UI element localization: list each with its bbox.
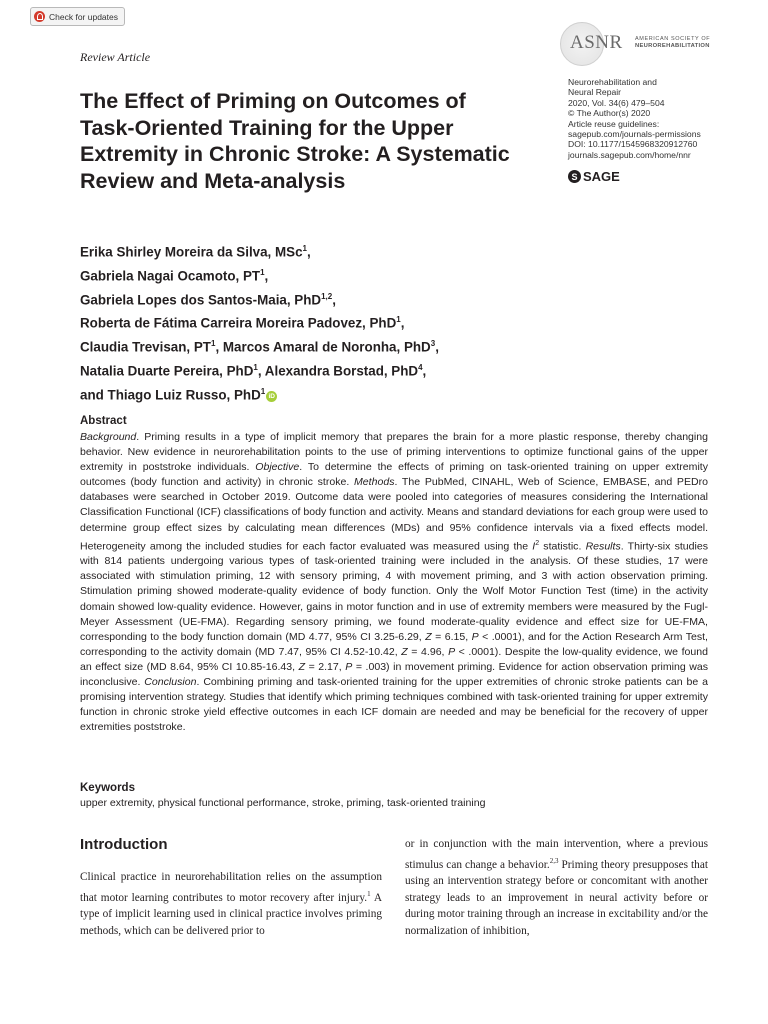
orcid-icon[interactable]: iD	[266, 391, 277, 402]
abstract-text: Background. Priming results in a type of implicit memory that prepares the brain for a more plastic response, thereby changing behavior. New evidence in neurorehabilitation points to the use of priming interventions to optimize functional gains of the upper extremity in poststroke individuals. Objective. To determine the effects of priming on task-oriented training on upper extremity outcomes (body function and activity) in chronic stroke. Methods. The PubMed, CINAHL, Web of Science, EMBASE, and PEDro databases were searched in October 2019. Outcome data were pooled into categories of measures considering the International Classification Functional (ICF) classifications of body function and activity. Means and standard deviations for each group were used to determine group effect sizes by calculating mean differences (MDs) and 95% confidence intervals via a fixed effects model. Heterogeneity among the included studies for each factor evaluated was measured using the $I^2$ statistic. Results. Thirty-six studies with 814 patients undergoing various types of task-oriented training were included in the analysis. Of these studies, 17 were associated with stimulation priming, 12 with sensory priming, 4 with movement priming, and 3 with action observation priming. Stimulation priming showed moderate-quality evidence of body function. Only the Wolf Motor Function Test (time) in the activity domain showed low-quality evidence. However, gains in motor function and in use of extremity members were measured by the Fugl-Meyer Assessment (UE-FMA). Regarding sensory priming, we found moderate-quality evidence and effect size for UE-FMA, corresponding to the body function domain (MD 4.77, 95% CI 3.25-6.29, Z = 6.15, P < .0001), and for the Action Research Arm Test, corresponding to the activity domain (MD 7.47, 95% CI 4.52-10.42, Z = 4.96, P < .0001). Despite the low-quality evidence, we found an effect size (MD 8.64, 95% CI 10.85-16.43, Z = 2.17, P = .003) in movement priming. Evidence for action observation priming was inconclusive. Conclusion. Combining priming and task-oriented training for the upper extremities of chronic stroke patients can be a promising intervention strategy. Studies that identify which priming techniques combined with task-oriented training for upper extremity function in chronic stroke yield effective outcomes in each ICF domain are needed and may be beneficial for the recovery of upper extremities poststroke.	[80, 431, 709, 734]
logo-line-2: NEUROREHABILITATION	[635, 43, 710, 49]
article-title: The Effect of Priming on Outcomes of Task-Oriented Training for the Upper Extremity in Chronic Stroke: A Systematic Review and Meta-analysis	[80, 89, 510, 193]
journal-permissions-link[interactable]: sagepub.com/journals-permissions	[568, 129, 701, 140]
author-line: Natalia Duarte Pereira, PhD$^1$, Alexandra Borstad, PhD$^4$,	[80, 362, 427, 379]
keywords-heading: Keywords	[80, 782, 135, 794]
keywords-text: upper extremity, physical functional performance, stroke, priming, task-oriented training	[80, 797, 486, 809]
sage-logo	[568, 169, 620, 184]
journal-info-line: Neural Repair	[568, 87, 622, 98]
abstract-heading: Abstract	[80, 415, 127, 427]
sage-label: SAGE	[583, 169, 620, 184]
sage-icon: S	[568, 170, 581, 183]
check-for-updates-label: Check for updates	[49, 11, 118, 22]
author-line: Erika Shirley Moreira da Silva, MSc$^1$,	[80, 244, 311, 260]
doi-link[interactable]: DOI: 10.1177/1545968320912760	[568, 139, 698, 150]
body-column-left: Clinical practice in neurorehabilitation relies on the assumption that motor learning contributes to motor recovery after injury.$^1$ A type of implicit learning used in clinical practice involves priming methods, which can be delivered prior to	[80, 871, 383, 937]
reference-link[interactable]: 2,3	[549, 856, 559, 865]
author-line: Gabriela Lopes dos Santos-Maia, PhD$^{1,2}$,	[80, 291, 336, 307]
logo-abbrev: ASNR	[570, 32, 623, 53]
author-list	[80, 239, 600, 405]
journal-info-line: Neurorehabilitation and	[568, 77, 657, 87]
journal-info	[568, 77, 738, 160]
reference-link[interactable]: 1	[367, 889, 371, 898]
introduction-heading: Introduction	[80, 836, 168, 853]
journal-home-link[interactable]: journals.sagepub.com/home/nnr	[568, 149, 691, 160]
check-for-updates-button[interactable]	[30, 7, 125, 26]
publisher-logo	[560, 22, 720, 68]
body-column-right: or in conjunction with the main intervention, where a previous stimulus can change a behavior.$^{2,3}$ Priming theory presupposes that using an intervention strategy before or concomitant with another strategy leads to an improvement in neural activity before or during motor training through an increase in excitability and/or the normalization of inhibition,	[405, 838, 708, 937]
author-line: Claudia Trevisan, $PT^1$, Marcos Amaral de Noronha, PhD$^3$,	[80, 339, 439, 355]
author-line: and Thiago Luiz Russo, PhD$^1$iD	[80, 382, 600, 406]
journal-info-line: Article reuse guidelines:	[568, 118, 660, 129]
author-line: Gabriela Nagai Ocamoto, $PT^1$,	[80, 267, 269, 284]
journal-info-line: © The Author(s) 2020	[568, 108, 651, 119]
article-type: Review Article	[80, 50, 151, 64]
update-icon	[34, 11, 45, 22]
logo-line-1: AMERICAN SOCIETY OF	[635, 36, 711, 42]
author-line: Roberta de Fátima Carreira Moreira Padovez, PhD$^1$,	[80, 315, 405, 331]
journal-info-line: 2020, Vol. 34(6) 479–504	[568, 97, 665, 108]
